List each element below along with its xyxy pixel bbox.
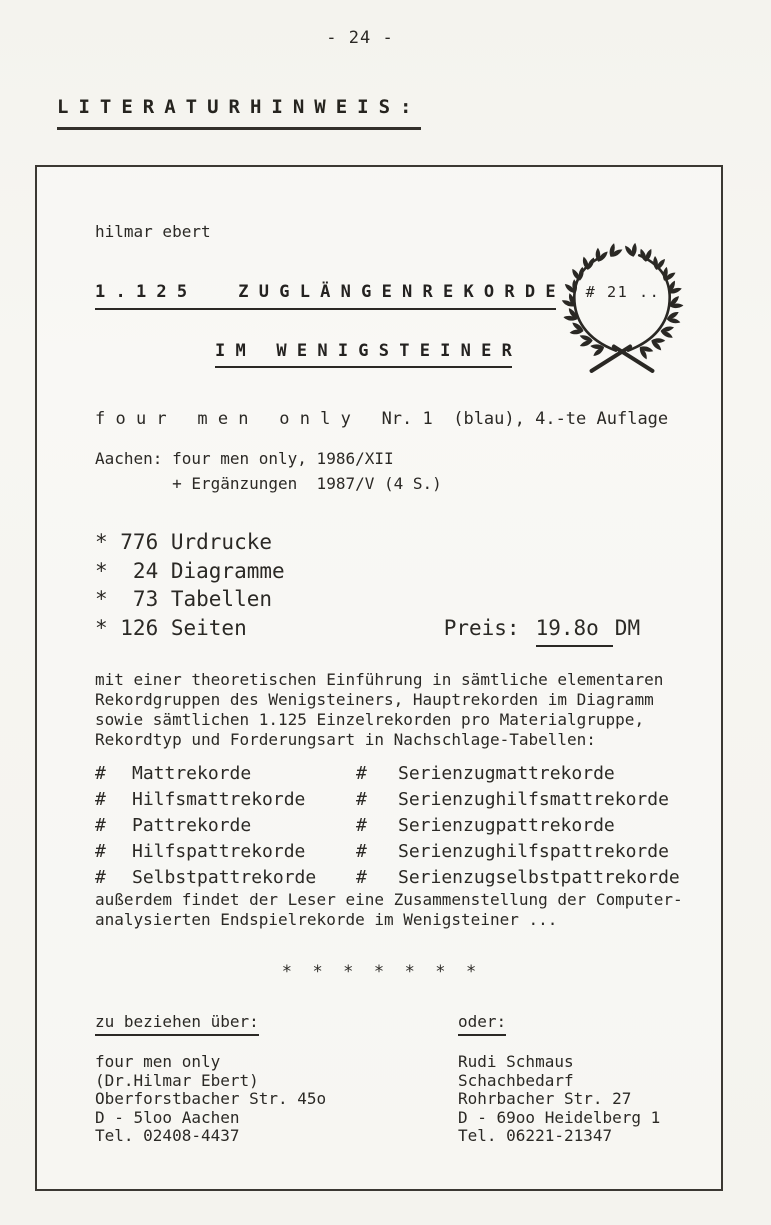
address-line: (Dr.Hilmar Ebert) xyxy=(95,1070,259,1090)
addendum-line: analysierten Endspielrekorde im Wenigsteiner ... xyxy=(95,910,558,929)
addendum-line: außerdem findet der Leser eine Zusammenstellung der Computer- xyxy=(95,890,683,909)
supplement-line: + Ergänzungen 1987/V (4 S.) xyxy=(95,474,442,493)
record-item: Pattrekorde xyxy=(132,815,252,836)
book-title-line2: I M W E N I G S T E I N E R xyxy=(215,341,512,368)
address-line: D - 69oo Heidelberg 1 xyxy=(458,1107,661,1127)
publisher-line: Aachen: four men only, 1986/XII xyxy=(95,449,394,468)
order-address-left xyxy=(95,1053,326,1146)
address-line: Rudi Schmaus xyxy=(458,1052,574,1071)
record-item: Serienzugpattrekorde xyxy=(398,815,615,836)
literature-heading: LITERATURHINWEIS: xyxy=(57,96,421,130)
laurel-wreath-icon xyxy=(556,230,688,380)
hash-bullet: # xyxy=(356,789,367,810)
book-title-line1: 1 . 1 2 5 Z U G L Ä N G E N R E K O R D E xyxy=(95,282,556,310)
record-item: Serienzughilfsmattrekorde xyxy=(398,789,669,810)
description-line: mit einer theoretischen Einführung in sämtliche elementaren xyxy=(95,670,664,689)
stat-tabellen: * 73 Tabellen xyxy=(95,587,273,611)
record-item: Hilfspattrekorde xyxy=(132,841,306,862)
price-currency: DM xyxy=(614,615,641,640)
hash-bullet: # xyxy=(95,789,106,810)
price-label: Preis: xyxy=(443,615,520,640)
hash-bullet: # xyxy=(356,763,367,784)
badge-number-label: # 21 .. xyxy=(585,282,661,301)
page-number: - 24 - xyxy=(326,28,394,48)
asterisk-separator: * * * * * * * xyxy=(281,962,477,982)
address-line: Schachbedarf xyxy=(458,1070,574,1090)
hash-bullet: # xyxy=(356,815,367,836)
hash-bullet: # xyxy=(356,841,367,862)
address-line: Oberforstbacher Str. 45o xyxy=(95,1089,327,1108)
description-line: sowie sämtlichen 1.125 Einzelrekorden pro Materialgruppe, xyxy=(95,710,645,729)
edition-line: f o u r m e n o n l y Nr. 1 (blau), 4.-te Auflage xyxy=(95,409,669,429)
record-item: Hilfsmattrekorde xyxy=(132,789,306,810)
hash-bullet: # xyxy=(356,867,367,888)
hash-bullet: # xyxy=(95,763,106,784)
record-item: Mattrekorde xyxy=(132,763,252,784)
stat-seiten: * 126 Seiten xyxy=(95,615,247,640)
record-item: Serienzugmattrekorde xyxy=(398,763,615,784)
hash-bullet: # xyxy=(95,815,106,836)
flyer-box xyxy=(35,165,723,1191)
order-address-right xyxy=(458,1053,660,1146)
hash-bullet: # xyxy=(95,841,106,862)
address-line: Tel. 06221-21347 xyxy=(458,1126,613,1145)
order-alternative-header: oder: xyxy=(458,1012,506,1036)
stat-urdrucke: * 776 Urdrucke xyxy=(95,530,273,554)
address-line: Tel. 02408-4437 xyxy=(95,1126,240,1145)
stats-list xyxy=(95,528,640,647)
address-line: D - 5loo Aachen xyxy=(95,1107,240,1127)
order-source-header: zu beziehen über: xyxy=(95,1012,259,1036)
record-item: Serienzughilfspattrekorde xyxy=(398,841,669,862)
book-author: hilmar ebert xyxy=(95,222,211,241)
description-line: Rekordtyp und Forderungsart in Nachschlage-Tabellen: xyxy=(95,730,596,749)
price-value: 19.8o xyxy=(536,614,613,648)
hash-bullet: # xyxy=(95,867,106,888)
record-item: Selbstpattrekorde xyxy=(132,867,317,888)
address-line: four men only xyxy=(95,1052,221,1071)
record-item: Serienzugselbstpattrekorde xyxy=(398,867,680,888)
addendum-paragraph xyxy=(95,890,683,930)
address-line: Rohrbacher Str. 27 xyxy=(458,1089,632,1108)
stat-diagramme: * 24 Diagramme xyxy=(95,558,285,583)
record-type-list xyxy=(95,761,680,891)
price-line xyxy=(444,614,640,648)
description-line: Rekordgruppen des Wenigsteiners, Hauptrekorden im Diagramm xyxy=(95,690,654,709)
description-paragraph xyxy=(95,670,663,750)
